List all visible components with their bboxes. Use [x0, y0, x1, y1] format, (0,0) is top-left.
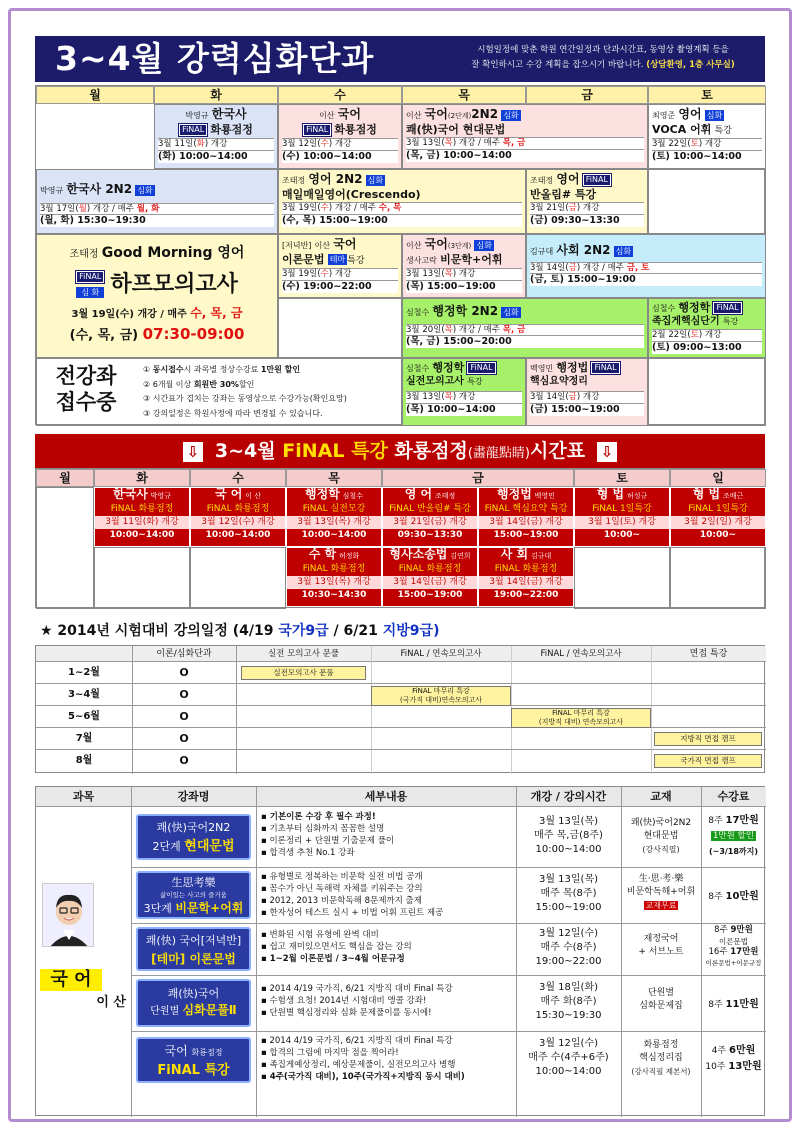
- empty-cell: [36, 487, 94, 609]
- col-header: 개강 / 강의시간: [530, 790, 607, 803]
- final-course-cell[interactable]: 행정법 백영민 FiNAL 핵심요약 특강 3월 14일(금) 개강 15:00~19:00: [478, 487, 574, 547]
- col-header: 교재: [650, 790, 672, 803]
- course-name-badge[interactable]: 국어 화룡점정 FiNAL 특강: [136, 1037, 251, 1083]
- course-schedule: 3월 12일(수) 매주 수(4주+6주) 10:00~14:00: [528, 1038, 609, 1077]
- plan-bar-final-national: FiNAL 마무리 특강 (국가직 대비)연속모의고사: [371, 686, 511, 706]
- course-name-badge[interactable]: 生思考樂 삶이있는 사고의 즐거움 3단계 비문학+어휘: [136, 871, 251, 919]
- page-title: 3~4월 강력심화단과: [55, 39, 375, 78]
- subject-label: 국 어: [40, 969, 102, 991]
- course-cell-english-2n2[interactable]: 조태정 영어 2N2 심화 매일매일영어(Crescendo) 3월 19일(수) 개강 / 매주 수, 목 (수, 목) 15:00~19:00: [278, 169, 526, 234]
- final-course-cell[interactable]: 행정학 심철수 FiNAL 실전모강 3월 13일(목) 개강 10:00~14:00: [286, 487, 382, 547]
- plan-row-label: 8월: [75, 755, 93, 766]
- course-cell-admin-law[interactable]: 백영민 행정법 FiNAL 핵심요약정리 3월 14일(금) 개강 (금) 15:00~19:00: [526, 358, 648, 426]
- final-course-cell[interactable]: 형 법 허성규 FiNAL 1일특강 3월 1일(토) 개강 10:00~: [574, 487, 670, 547]
- course-cell-mock-exam[interactable]: 심철수 행정학 FiNAL 실전모의고사 특강 3월 13일(목) 개강 (목) 10:00~14:00: [402, 358, 526, 426]
- plan-col-header: FiNAL / 연속모의고사: [400, 649, 482, 659]
- down-arrow-icon: ⇩: [597, 442, 617, 462]
- plan-bar-local-interview: 지방직 면접 캠프: [654, 732, 762, 746]
- course-cell-korean-evening[interactable]: [저녁반] 이산 국어 이론문법 테마 특강 3월 19일(수) 개강 (수) 19:00~22:00: [278, 234, 402, 298]
- course-cell-public-admin-2n2[interactable]: 심철수 행정학 2N2 심화 3월 20일(목) 개강 / 매주 목, 금 (목, 금) 15:00~20:00: [402, 298, 648, 358]
- plan-grid: [35, 645, 765, 773]
- final-timetable: [35, 468, 765, 608]
- day-header: 수: [278, 86, 402, 104]
- day-header: 토: [648, 86, 766, 104]
- plan-col-header: FiNAL / 연속모의고사: [540, 649, 622, 659]
- course-textbook: 재정국어 + 서브노트: [638, 934, 684, 957]
- final-course-cell[interactable]: 한국사 박영규 FiNAL 화룡점정 3월 11일(화) 개강 10:00~14:00: [94, 487, 190, 547]
- header-banner: [35, 36, 765, 82]
- col-header: 수강료: [717, 790, 750, 803]
- empty-cell: [190, 547, 286, 609]
- day-header: 금: [526, 86, 648, 104]
- course-textbook: 生·思·考·樂 비문학독해+어휘 교재무료: [626, 874, 696, 910]
- course-table: [35, 786, 765, 1116]
- course-cell-good-morning-english[interactable]: 조태정 Good Morning 영어 FiNAL 심 화 하프모의고사 3월 19일(수) 개강 / 매주 수, 목, 금 (수, 목, 금) 07:30-09:00: [36, 234, 278, 358]
- course-schedule: 3월 13일(목) 매주 목(8주) 15:00~19:00: [535, 874, 602, 913]
- course-cell-korean-reading[interactable]: 이산 국어(3단계) 심화 생사고락 비문학+어휘 3월 13일(목) 개강 (목) 15:00~19:00: [402, 234, 526, 298]
- course-textbook: 쾌(快)국어2N2 현대문법 (강사직필): [630, 818, 692, 854]
- plan-mark: O: [179, 754, 189, 767]
- final-course-cell[interactable]: 형사소송법 김연희 FiNAL 화룡점정 3월 14일(금) 개강 15:00~19:00: [382, 547, 478, 607]
- course-fee: 8주 11만원: [708, 999, 759, 1010]
- plan-row-label: 1~2월: [68, 667, 100, 678]
- empty-cell: [278, 298, 402, 358]
- empty-cell: [574, 547, 670, 609]
- course-cell-english-voca[interactable]: 최영준 영어 심화 VOCA 어휘 특강 3월 22일(토) 개강 (토) 10:00~14:00: [648, 104, 766, 169]
- course-cell-korean-2n2[interactable]: 이산 국어(2단계)2N2 심화 쾌(快)국어 현대문법 3월 13일(목) 개강 / 매주 목, 금 (목, 금) 10:00~14:00: [402, 104, 648, 169]
- final-banner: ⇩ 3~4월 FiNAL 특강 화룡점정(畵龍點睛)시간표 ⇩: [35, 434, 765, 468]
- course-schedule: 3월 12일(수) 매주 수(8주) 19:00~22:00: [535, 928, 602, 967]
- course-cell-korean-final[interactable]: 이산 국어 FiNAL 화룡점정 3월 12일(수) 개강 (수) 10:00~14:00: [278, 104, 402, 169]
- down-arrow-icon: ⇩: [183, 442, 203, 462]
- course-name-badge[interactable]: 쾌(快) 국어[저녁반] [테마] 이론문법: [136, 927, 251, 971]
- plan-row-label: 3~4월: [68, 689, 100, 700]
- empty-cell: [94, 547, 190, 609]
- enrollment-notice: 전강좌 접수중 ① 동시접수시 과목별 정상수강료 1만원 할인 ② 6개월 이상 회원반 30%할인 ③ 시간표가 겹치는 강좌는 동영상으로 수강가능(확인요망) ③ 강의일정은 학원사정에 따라 변경될 수 있습니다.: [36, 358, 402, 426]
- course-name-badge[interactable]: 쾌(快)국어 단원별 심화문풀Ⅱ: [136, 979, 251, 1027]
- final-course-cell[interactable]: 사 회 김규대 FiNAL 화룡점정 3월 14일(금) 개강 19:00~22:00: [478, 547, 574, 607]
- course-schedule: 3월 13일(목) 매주 목,금(8주) 10:00~14:00: [534, 816, 603, 855]
- final-course-cell[interactable]: 영 어 조태정 FiNAL 반올림# 특강 3월 21일(금) 개강 09:30~13:30: [382, 487, 478, 547]
- plan-col-header: 이론/심화단과: [156, 649, 212, 659]
- course-cell-social-2n2[interactable]: 김규대 사회 2N2 심화 3월 14일(금) 개강 / 매주 금, 토 (금, 토) 15:00~19:00: [526, 234, 766, 298]
- plan-mark: O: [179, 688, 189, 701]
- plan-mark: O: [179, 732, 189, 745]
- course-details: ▪ 유형별로 정복하는 비문학 실전 비법 공개 ▪ 꼼수가 아닌 독해력 자체를 키워주는 강의 ▪ 2012, 2013 비문학독해 8문제까지 출제 ▪ 한자성어 테스트 실시 + 비법 어휘 프린트 제공: [261, 872, 444, 918]
- course-fee: 8주 9만원 이론문법 16주 17만원 이론문법+어문규정: [705, 925, 762, 967]
- day-header: 토: [574, 469, 670, 487]
- course-cell-korean-history-final[interactable]: 박영규 한국사 FiNAL 화룡점정 3월 11일(화) 개강 (화) 10:00~14:00: [154, 104, 278, 169]
- day-header: 일: [670, 469, 766, 487]
- course-fee: 8주 17만원 1만원 할인 (~3/18까지): [708, 815, 759, 856]
- final-course-cell[interactable]: 국 어 이 산 FiNAL 화룡점정 3월 12일(수) 개강 10:00~14:00: [190, 487, 286, 547]
- plan-row-label: 5~6월: [68, 711, 100, 722]
- course-details: ▪ 2014 4/19 국가직, 6/21 지방직 대비 Final 특강 ▪ 합격의 그림에 마지막 점을 찍어라! ▪ 족집게예상정리, 예상문제풀이, 실전모의고사 병행 ▪ 4주(국가직 대비), 10주(국가직+지방직 동시 대비): [261, 1036, 465, 1082]
- course-fee: 4주 6만원 10주 13만원: [705, 1045, 762, 1072]
- course-cell-korean-history-2n2[interactable]: 박영규 한국사 2N2 심화 3월 17일(월) 개강 / 매주 월, 화 (월, 화) 15:30~19:30: [36, 169, 278, 234]
- day-header: 월: [36, 469, 94, 487]
- col-header: 과목: [72, 790, 95, 803]
- final-course-cell[interactable]: 수 학 허정화 FiNAL 화룡점정 3월 13일(목) 개강 10:30~14:30: [286, 547, 382, 607]
- empty-cell: [670, 547, 766, 609]
- day-header: 수: [190, 469, 286, 487]
- teacher-name: 이 산: [96, 995, 126, 1010]
- course-cell-public-admin-final[interactable]: 심철수 행정학 FiNAL 족집게핵심단기 특강 2월 22일(토) 개강 (토) 09:00~13:00: [648, 298, 766, 358]
- day-header: 월: [36, 86, 154, 104]
- plan-title: ★ 2014년 시험대비 강의일정 (4/19 국가9급 / 6/21 지방9급): [40, 623, 440, 639]
- course-details: ▪ 기본이론 수강 후 필수 과정! ▪ 기초부터 심화까지 꼼꼼한 설명 ▪ 이론정리 + 단원별 기출문제 풀이 ▪ 합격생 추천 No.1 강좌: [261, 812, 395, 858]
- day-header: 목: [402, 86, 526, 104]
- col-header: 강좌명: [177, 790, 210, 803]
- header-notice: 시험일정에 맞춘 학원 연간일정과 단과시간표, 동영상 촬영계획 등을 잘 확인하시고 수강 계획을 잡으시기 바랍니다. (상담환영, 1층 사무실): [471, 45, 735, 70]
- day-header: 금: [382, 469, 574, 487]
- final-course-cell[interactable]: 형 법 조배근 FiNAL 1일특강 3월 2일(일) 개강 10:00~: [670, 487, 766, 547]
- course-fee: 8주 10만원: [708, 891, 759, 902]
- day-header: 화: [94, 469, 190, 487]
- schedule-grid: [35, 85, 765, 425]
- empty-cell: [648, 358, 766, 426]
- plan-col-header: 면접 특강: [689, 649, 728, 659]
- course-textbook: 화룡점정 핵심정리집 (강사직필 제본서): [631, 1040, 691, 1076]
- course-textbook: 단원별 심화문제집: [639, 988, 683, 1011]
- course-details: ▪ 2014 4/19 국가직, 6/21 지방직 대비 Final 특강 ▪ 수험생 요청! 2014년 시험대비 앵콜 강좌! ▪ 단원별 핵심정리와 심화 문제풀이를 동시에!: [261, 984, 453, 1018]
- course-cell-english-final[interactable]: 조태정 영어 FiNAL 반올림# 특강 3월 21일(금) 개강 (금) 09:30~13:30: [526, 169, 648, 234]
- plan-mark: O: [179, 666, 189, 679]
- plan-mark: O: [179, 710, 189, 723]
- col-header: 세부내용: [364, 790, 408, 803]
- plan-bar-final-local: FiNAL 마무리 특강 (지방직 대비) 연속모의고사: [511, 708, 651, 728]
- course-schedule: 3월 18일(화) 매주 화(8주) 15:30~19:30: [535, 982, 602, 1021]
- plan-col-header: 실전 모의고사 문풀: [267, 649, 340, 659]
- teacher-photo: [42, 883, 94, 947]
- day-header: 목: [286, 469, 382, 487]
- plan-row-label: 7월: [75, 733, 93, 744]
- plan-bar-national-interview: 국가직 면접 캠프: [654, 754, 762, 768]
- course-name-badge[interactable]: 쾌(快)국어2N2 2단계 현대문법: [136, 814, 251, 860]
- empty-cell: [648, 169, 766, 234]
- day-header: 화: [154, 86, 278, 104]
- plan-bar-mock: 실전모의고사 문풀: [241, 666, 366, 680]
- course-details: ▪ 변화된 시험 유형에 완벽 대비 ▪ 쉽고 재미있으면서도 핵심을 잡는 강의 ▪ 1~2월 이론문법 / 3~4월 어문규정: [261, 930, 412, 964]
